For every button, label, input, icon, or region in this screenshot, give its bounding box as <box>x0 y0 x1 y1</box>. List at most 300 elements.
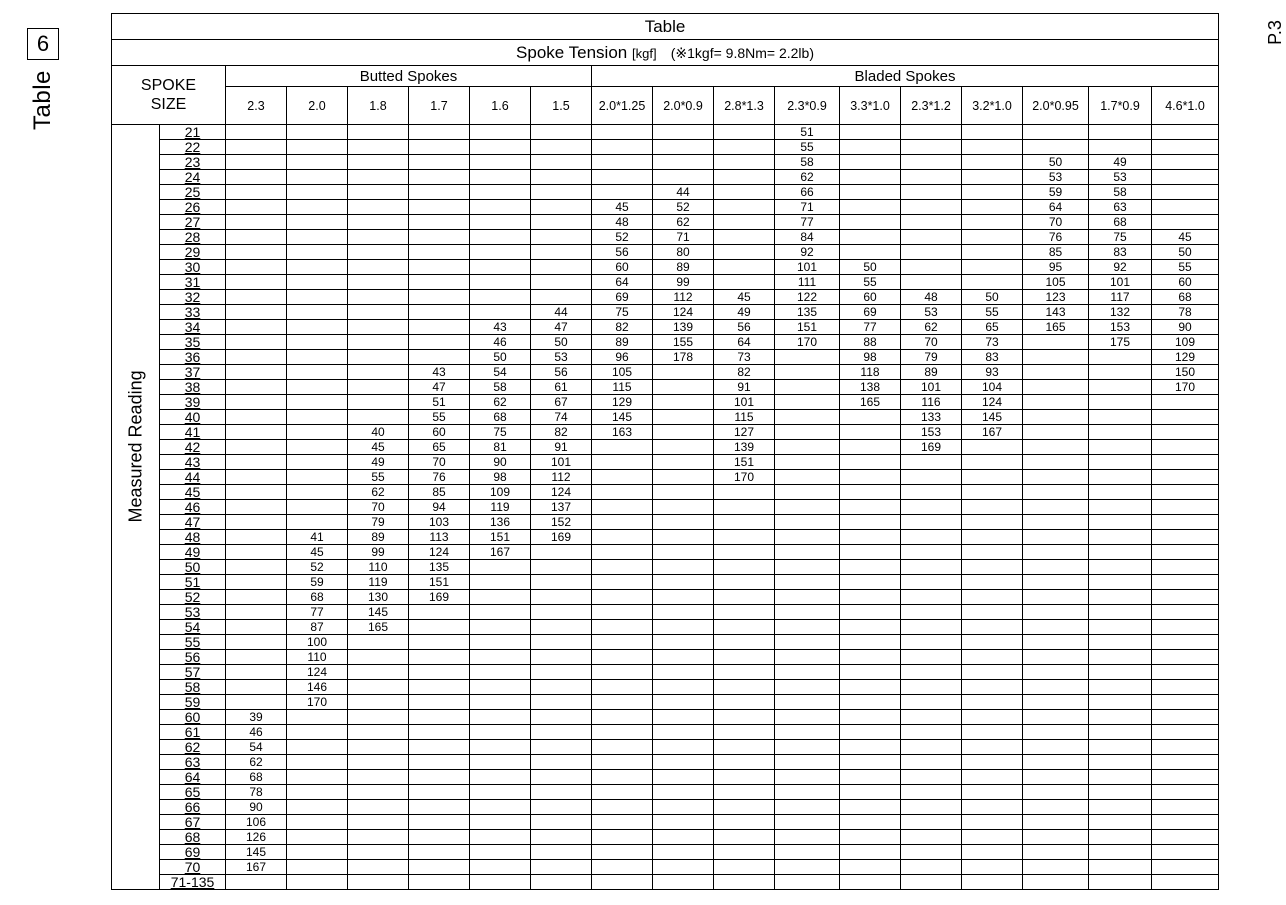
tension-cell <box>409 620 470 635</box>
tension-cell: 82 <box>714 365 775 380</box>
tension-cell: 110 <box>348 560 409 575</box>
tension-cell: 53 <box>901 305 962 320</box>
tension-cell <box>1089 530 1152 545</box>
reading-cell: 61 <box>160 725 226 740</box>
tension-cell <box>714 605 775 620</box>
tension-cell <box>226 500 287 515</box>
tension-cell <box>714 560 775 575</box>
tension-cell <box>901 635 962 650</box>
tension-cell <box>287 800 348 815</box>
reading-cell: 62 <box>160 740 226 755</box>
tension-cell: 115 <box>592 380 653 395</box>
tension-cell: 40 <box>348 425 409 440</box>
tension-cell <box>409 125 470 140</box>
tension-cell: 46 <box>470 335 531 350</box>
tension-cell <box>409 770 470 785</box>
tension-cell <box>1089 695 1152 710</box>
butted-spokes-header: Butted Spokes <box>226 66 592 87</box>
tension-cell: 145 <box>348 605 409 620</box>
tension-cell: 89 <box>653 260 714 275</box>
tension-cell <box>1023 485 1089 500</box>
tension-cell: 55 <box>775 140 840 155</box>
tension-cell: 79 <box>348 515 409 530</box>
tension-cell <box>653 875 714 890</box>
tension-cell <box>409 830 470 845</box>
tension-cell <box>775 830 840 845</box>
tension-cell <box>714 785 775 800</box>
tension-cell: 117 <box>1089 290 1152 305</box>
tension-cell <box>226 290 287 305</box>
tension-cell <box>592 440 653 455</box>
bladed-size-header: 2.3*0.9 <box>775 87 840 125</box>
tension-cell <box>348 215 409 230</box>
tension-cell <box>287 860 348 875</box>
tension-cell <box>901 695 962 710</box>
tension-cell: 175 <box>1089 335 1152 350</box>
tension-cell <box>409 725 470 740</box>
tension-cell <box>962 755 1023 770</box>
tension-cell: 99 <box>653 275 714 290</box>
tension-cell: 135 <box>409 560 470 575</box>
tension-cell: 45 <box>714 290 775 305</box>
tension-cell <box>714 515 775 530</box>
reading-cell: 24 <box>160 170 226 185</box>
tension-cell: 68 <box>1089 215 1152 230</box>
reading-cell: 36 <box>160 350 226 365</box>
tension-cell <box>1089 500 1152 515</box>
tension-cell <box>531 860 592 875</box>
tension-cell <box>470 755 531 770</box>
tension-cell: 110 <box>287 650 348 665</box>
table-row <box>112 410 1219 425</box>
tension-cell <box>901 470 962 485</box>
table-row <box>112 155 1219 170</box>
bladed-size-header: 3.3*1.0 <box>840 87 901 125</box>
tension-cell: 68 <box>1152 290 1219 305</box>
table-row <box>112 440 1219 455</box>
tension-cell <box>775 545 840 560</box>
table-row <box>112 470 1219 485</box>
reading-cell: 31 <box>160 275 226 290</box>
tension-cell <box>653 170 714 185</box>
reading-cell: 34 <box>160 320 226 335</box>
tension-cell <box>470 875 531 890</box>
tension-cell <box>840 185 901 200</box>
tension-cell <box>348 380 409 395</box>
tension-cell: 62 <box>348 485 409 500</box>
tension-cell <box>962 200 1023 215</box>
tension-cell <box>409 155 470 170</box>
tension-cell <box>409 140 470 155</box>
tension-cell <box>226 575 287 590</box>
table-row <box>112 395 1219 410</box>
tension-cell <box>962 575 1023 590</box>
tension-cell <box>226 650 287 665</box>
tension-cell: 112 <box>531 470 592 485</box>
tension-cell <box>1089 125 1152 140</box>
tension-cell: 53 <box>1089 170 1152 185</box>
tension-cell <box>1152 485 1219 500</box>
tension-cell <box>775 845 840 860</box>
tension-cell <box>348 680 409 695</box>
tension-cell <box>1023 650 1089 665</box>
tension-cell <box>1152 395 1219 410</box>
tension-cell <box>409 350 470 365</box>
tension-cell <box>531 215 592 230</box>
tension-cell <box>1089 440 1152 455</box>
tension-cell <box>409 305 470 320</box>
tension-cell <box>348 860 409 875</box>
tension-cell: 90 <box>470 455 531 470</box>
tension-cell <box>775 425 840 440</box>
tension-cell <box>1152 140 1219 155</box>
tension-cell <box>1023 125 1089 140</box>
tension-cell: 96 <box>592 350 653 365</box>
tension-cell <box>470 560 531 575</box>
tension-cell <box>287 515 348 530</box>
reading-cell: 64 <box>160 770 226 785</box>
tension-cell <box>287 350 348 365</box>
tension-cell <box>1089 470 1152 485</box>
tension-cell <box>775 410 840 425</box>
tension-cell <box>531 740 592 755</box>
tension-cell <box>592 455 653 470</box>
tension-cell: 82 <box>592 320 653 335</box>
tension-cell <box>531 710 592 725</box>
tension-cell <box>1152 545 1219 560</box>
table-row <box>112 830 1219 845</box>
tension-cell: 124 <box>531 485 592 500</box>
tension-cell <box>470 245 531 260</box>
tension-cell: 45 <box>592 200 653 215</box>
tension-cell <box>226 230 287 245</box>
butted-size-header: 1.7 <box>409 87 470 125</box>
tension-cell <box>962 635 1023 650</box>
tension-cell <box>287 215 348 230</box>
reading-cell: 69 <box>160 845 226 860</box>
reading-cell: 70 <box>160 860 226 875</box>
tension-cell <box>962 860 1023 875</box>
tension-cell <box>653 410 714 425</box>
tension-cell <box>1023 335 1089 350</box>
reading-cell: 37 <box>160 365 226 380</box>
tension-cell <box>592 500 653 515</box>
tension-cell: 155 <box>653 335 714 350</box>
tension-cell: 73 <box>714 350 775 365</box>
tension-cell <box>348 830 409 845</box>
tension-cell: 77 <box>775 215 840 230</box>
tension-cell <box>409 320 470 335</box>
tension-cell <box>1089 755 1152 770</box>
table-row <box>112 755 1219 770</box>
tension-cell <box>775 620 840 635</box>
tension-cell <box>962 710 1023 725</box>
tension-cell <box>226 260 287 275</box>
tension-cell <box>592 785 653 800</box>
tension-cell <box>1152 125 1219 140</box>
tension-cell: 62 <box>226 755 287 770</box>
tension-cell <box>1023 695 1089 710</box>
tension-cell <box>531 590 592 605</box>
table-row <box>112 365 1219 380</box>
tension-cell <box>287 185 348 200</box>
tension-cell <box>287 335 348 350</box>
reading-cell: 22 <box>160 140 226 155</box>
reading-cell: 65 <box>160 785 226 800</box>
tension-cell: 170 <box>1152 380 1219 395</box>
tension-cell <box>840 845 901 860</box>
tension-cell <box>1023 875 1089 890</box>
tension-cell <box>1152 590 1219 605</box>
tension-cell <box>348 725 409 740</box>
tension-cell: 150 <box>1152 365 1219 380</box>
bladed-size-header: 2.3*1.2 <box>901 87 962 125</box>
tension-cell <box>1023 710 1089 725</box>
tension-cell <box>775 470 840 485</box>
table-row <box>112 230 1219 245</box>
tension-cell: 80 <box>653 245 714 260</box>
tension-cell <box>775 755 840 770</box>
tension-cell <box>775 815 840 830</box>
tension-cell <box>653 635 714 650</box>
tension-cell: 64 <box>592 275 653 290</box>
tension-cell: 119 <box>470 500 531 515</box>
table-row <box>112 125 1219 140</box>
tension-cell <box>348 140 409 155</box>
tension-cell <box>714 650 775 665</box>
tension-cell <box>409 605 470 620</box>
tension-cell <box>470 140 531 155</box>
tension-cell <box>775 575 840 590</box>
butted-size-header: 2.3 <box>226 87 287 125</box>
tension-cell: 78 <box>226 785 287 800</box>
tension-cell <box>592 740 653 755</box>
tension-cell <box>287 290 348 305</box>
tension-cell <box>840 500 901 515</box>
tension-cell: 129 <box>1152 350 1219 365</box>
tension-cell <box>592 800 653 815</box>
table-title: Table <box>112 14 1219 40</box>
tension-cell <box>409 215 470 230</box>
tension-cell <box>287 815 348 830</box>
tension-cell <box>1023 830 1089 845</box>
tension-cell <box>470 800 531 815</box>
reading-cell: 33 <box>160 305 226 320</box>
tension-cell <box>1089 590 1152 605</box>
tension-cell <box>840 245 901 260</box>
tension-cell: 92 <box>1089 260 1152 275</box>
tension-cell <box>592 875 653 890</box>
tension-cell <box>840 455 901 470</box>
tension-cell <box>775 515 840 530</box>
tension-cell: 71 <box>653 230 714 245</box>
tension-cell <box>1152 605 1219 620</box>
tension-cell <box>592 650 653 665</box>
reading-cell: 32 <box>160 290 226 305</box>
tension-cell <box>226 470 287 485</box>
tension-cell: 170 <box>714 470 775 485</box>
tension-cell <box>775 380 840 395</box>
tension-cell: 50 <box>1023 155 1089 170</box>
tension-cell <box>653 710 714 725</box>
tension-cell: 143 <box>1023 305 1089 320</box>
table-row <box>112 665 1219 680</box>
tension-cell <box>1152 860 1219 875</box>
tension-cell <box>287 830 348 845</box>
tension-cell: 89 <box>348 530 409 545</box>
tension-cell <box>840 560 901 575</box>
tension-cell <box>1152 215 1219 230</box>
tension-cell <box>348 185 409 200</box>
tension-cell: 65 <box>409 440 470 455</box>
table-row <box>112 425 1219 440</box>
tension-cell <box>226 350 287 365</box>
tension-cell: 151 <box>470 530 531 545</box>
tension-cell: 127 <box>714 425 775 440</box>
tension-cell <box>1089 545 1152 560</box>
tension-cell <box>531 545 592 560</box>
tension-cell <box>714 125 775 140</box>
tension-cell <box>226 680 287 695</box>
tension-cell <box>226 125 287 140</box>
tension-cell: 46 <box>226 725 287 740</box>
reading-cell: 26 <box>160 200 226 215</box>
tension-cell: 69 <box>840 305 901 320</box>
tension-cell: 81 <box>470 440 531 455</box>
tension-cell <box>1089 140 1152 155</box>
tension-cell <box>1089 650 1152 665</box>
tension-cell <box>840 650 901 665</box>
tension-cell <box>226 185 287 200</box>
tension-cell <box>901 545 962 560</box>
tension-cell <box>901 155 962 170</box>
tension-cell <box>470 665 531 680</box>
tension-cell <box>653 530 714 545</box>
tension-cell <box>287 275 348 290</box>
tension-cell <box>775 680 840 695</box>
tension-cell <box>901 515 962 530</box>
tension-cell <box>840 170 901 185</box>
tension-cell <box>714 725 775 740</box>
reading-cell: 63 <box>160 755 226 770</box>
tension-cell <box>840 725 901 740</box>
tension-cell <box>1023 785 1089 800</box>
tension-cell: 85 <box>1023 245 1089 260</box>
bladed-spokes-header: Bladed Spokes <box>592 66 1219 87</box>
tension-cell <box>962 650 1023 665</box>
tension-cell <box>348 665 409 680</box>
tension-cell: 39 <box>226 710 287 725</box>
tension-cell: 169 <box>901 440 962 455</box>
tension-cell <box>714 530 775 545</box>
tension-cell <box>840 125 901 140</box>
tension-cell <box>226 875 287 890</box>
tension-cell: 47 <box>409 380 470 395</box>
tension-cell <box>531 605 592 620</box>
tension-cell <box>714 710 775 725</box>
tension-cell <box>531 650 592 665</box>
tension-cell <box>962 470 1023 485</box>
tension-cell: 139 <box>653 320 714 335</box>
tension-cell <box>348 695 409 710</box>
tension-cell <box>470 155 531 170</box>
tension-cell <box>470 620 531 635</box>
tension-cell <box>901 800 962 815</box>
tension-cell <box>653 590 714 605</box>
tension-cell <box>1152 455 1219 470</box>
tension-cell <box>1023 530 1089 545</box>
tension-cell: 45 <box>1152 230 1219 245</box>
bladed-size-header: 2.8*1.3 <box>714 87 775 125</box>
tension-cell <box>901 500 962 515</box>
tension-cell <box>901 125 962 140</box>
tension-cell: 55 <box>409 410 470 425</box>
tension-cell <box>531 695 592 710</box>
reading-cell: 48 <box>160 530 226 545</box>
tension-cell <box>653 425 714 440</box>
tension-cell <box>901 200 962 215</box>
tension-cell <box>1152 755 1219 770</box>
tension-cell <box>348 785 409 800</box>
reading-cell: 23 <box>160 155 226 170</box>
tension-cell <box>592 515 653 530</box>
tension-cell <box>531 815 592 830</box>
tension-cell <box>1089 365 1152 380</box>
tension-cell <box>1089 455 1152 470</box>
tension-cell <box>226 170 287 185</box>
table-row <box>112 335 1219 350</box>
tension-cell <box>901 650 962 665</box>
tension-cell <box>1152 635 1219 650</box>
tension-cell <box>226 485 287 500</box>
tension-cell <box>531 230 592 245</box>
tension-cell: 44 <box>531 305 592 320</box>
reading-cell: 55 <box>160 635 226 650</box>
tension-cell <box>348 845 409 860</box>
tension-cell <box>775 365 840 380</box>
reading-cell: 66 <box>160 800 226 815</box>
tension-cell <box>226 320 287 335</box>
tension-cell <box>1023 590 1089 605</box>
tension-cell <box>531 155 592 170</box>
tension-cell: 50 <box>1152 245 1219 260</box>
tension-cell: 92 <box>775 245 840 260</box>
tension-cell <box>592 605 653 620</box>
tension-cell: 82 <box>531 425 592 440</box>
tension-cell <box>470 710 531 725</box>
tension-cell <box>287 710 348 725</box>
tension-cell <box>714 755 775 770</box>
tension-cell <box>653 470 714 485</box>
tension-cell <box>1023 635 1089 650</box>
tension-cell <box>653 605 714 620</box>
tension-cell: 105 <box>592 365 653 380</box>
tension-cell <box>470 770 531 785</box>
tension-cell: 135 <box>775 305 840 320</box>
tension-cell <box>531 185 592 200</box>
tension-cell <box>531 620 592 635</box>
tension-cell <box>775 695 840 710</box>
tension-cell: 64 <box>714 335 775 350</box>
tension-cell <box>901 860 962 875</box>
tension-cell <box>901 140 962 155</box>
tension-cell <box>1023 770 1089 785</box>
tension-cell <box>1089 380 1152 395</box>
tension-cell <box>653 140 714 155</box>
tension-cell <box>962 245 1023 260</box>
reading-cell: 21 <box>160 125 226 140</box>
tension-cell <box>1152 650 1219 665</box>
